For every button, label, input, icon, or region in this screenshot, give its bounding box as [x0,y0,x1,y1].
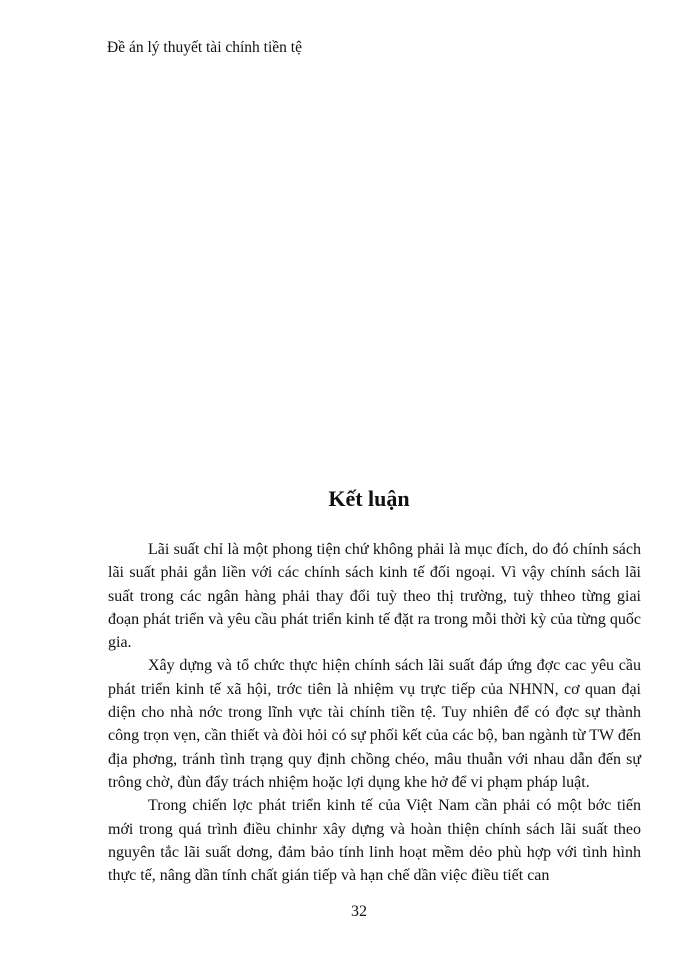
paragraph: Lãi suất chỉ là một phong tiện chứ không phải là mục đích, do đó chính sách lãi suất phải gắn liền với các chính sách kinh tế đối ngoại. Vì vậy chính sách lãi suất trong các ngân hàng phải thay đổi tuỳ theo thị trường, tuỳ thheo từng giai đoạn phát triển và yêu cầu phát triển kinh tế đặt ra trong mỗi thời kỳ của từng quốc gia. [108,541,641,652]
body-text [108,538,641,887]
running-header: Đề án lý thuyết tài chính tiền tệ [107,39,302,56]
paragraph: Trong chiến lợc phát triển kinh tế của Việt Nam cần phải có một bớc tiến mới trong quá trình điều chinhr xây dựng và hoàn thiện chính sách lãi suất theo nguyên tắc lãi suất dơng, đảm bảo tính linh hoạt mềm dẻo phù hợp với tình hình thực tế, nâng dần tính chất gián tiếp và hạn chế dần việc điều tiết can [108,797,641,885]
section-title: Kết luận [328,486,410,511]
paragraph: Xây dựng và tổ chức thực hiện chính sách lãi suất đáp ứng đợc cac yêu cầu phát triển kinh tế xã hội, trớc tiên là nhiệm vụ trực tiếp của NHNN, cơ quan đại diện cho nhà nớc trong lĩnh vực tài chính tiền tệ. Tuy nhiên để có đợc sự thành công trọn vẹn, cần thiết và đòi hỏi có sự phối kết của các bộ, ban ngành từ TW đến địa phơng, tránh tình trạng quy định chồng chéo, mâu thuẫn với nhau dẫn đến sự trông chờ, đùn đẩy trách nhiệm hoặc lợi dụng khe hở để vi phạm pháp luật. [108,657,641,791]
page-number: 32 [351,903,367,920]
